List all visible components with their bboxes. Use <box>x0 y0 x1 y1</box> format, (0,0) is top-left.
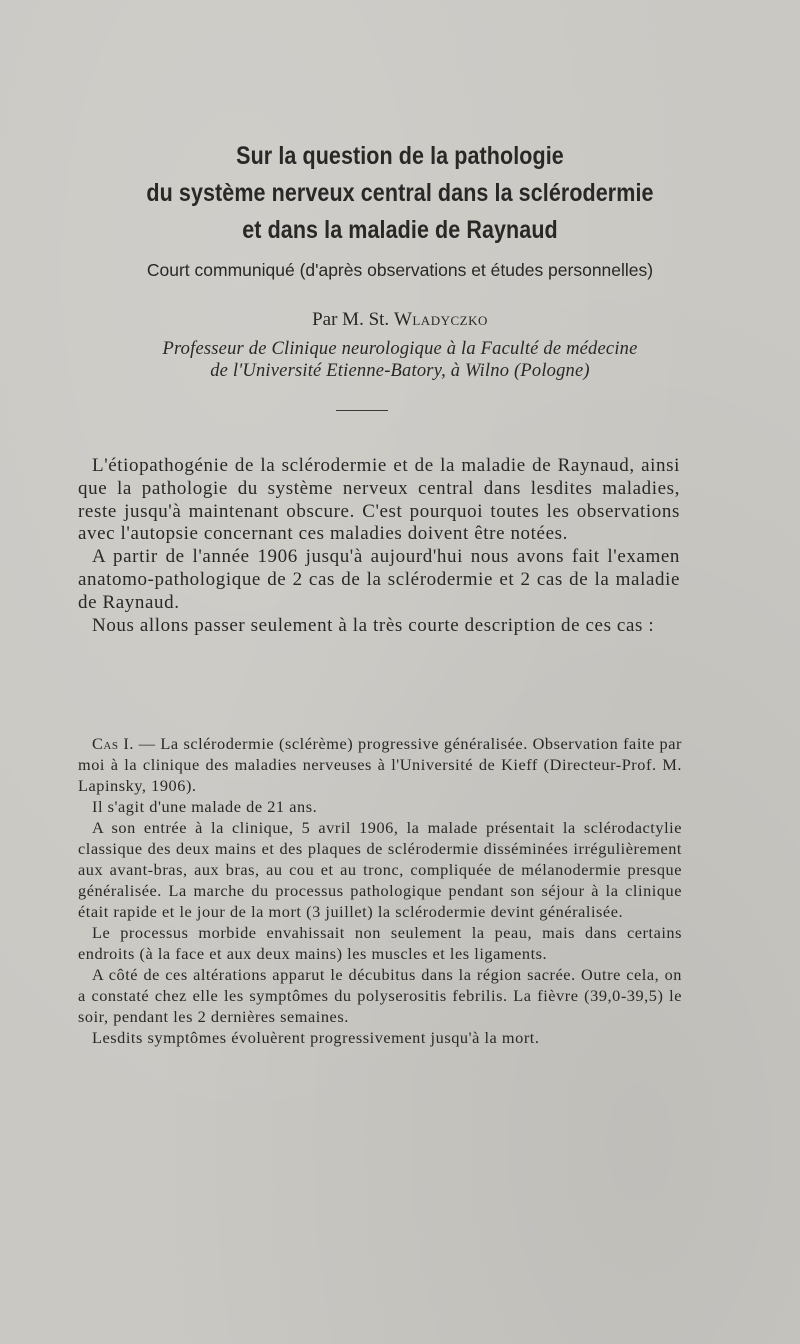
title-line-3: et dans la maladie de Raynaud <box>242 216 558 244</box>
case-description <box>78 733 682 1048</box>
case-intro-paragraph <box>78 733 682 796</box>
title-line-1: Sur la question de la pathologie <box>236 142 564 170</box>
author-name: Wladyczko <box>393 309 488 330</box>
affiliation-line-1: Professeur de Clinique neurologique à la Faculté de médecine <box>162 339 638 359</box>
author-line <box>0 307 800 333</box>
article-title <box>56 138 744 249</box>
author-affiliation <box>0 338 800 382</box>
intro-text <box>78 455 680 637</box>
intro-paragraph: Nous allons passer seulement à la très courte description de ces cas : <box>92 614 655 636</box>
case-paragraph: A côté de ces altérations apparut le décubitus dans la région sacrée. Outre cela, on a constaté chez elle les symptômes du polyserositis febrilis. La fièvre (39,0-39,5) le soir, pendant les 2 dernières semaines. <box>78 965 682 1026</box>
intro-paragraph: L'étiopathogénie de la sclérodermie et de la maladie de Raynaud, ainsi que la pathologie du système nerveux central dans lesdites maladies, reste jusqu'à maintenant obscure. C'est pourquoi toutes les observations avec l'autopsie concernant ces maladies doivent être notées. <box>78 455 680 545</box>
affiliation-line-2: de l'Université Etienne-Batory, à Wilno (Pologne) <box>210 361 590 381</box>
section-divider <box>336 410 388 411</box>
intro-paragraph: A partir de l'année 1906 jusqu'à aujourd'hui nous avons fait l'examen anatomo-pathologique de 2 cas de la sclérodermie et 2 cas de la maladie de Raynaud. <box>78 546 680 613</box>
case-paragraph: Lesdits symptômes évoluèrent progressivement jusqu'à la mort. <box>92 1028 540 1047</box>
case-paragraph: Le processus morbide envahissait non seulement la peau, mais dans certains endroits (à la face et aux deux mains) les muscles et les ligaments. <box>78 923 682 963</box>
case-label: Cas I. <box>92 734 134 753</box>
case-paragraph: Il s'agit d'une malade de 21 ans. <box>92 797 318 816</box>
title-line-2: du système nerveux central dans la sclérodermie <box>146 179 654 207</box>
author-prefix: Par M. St. <box>312 309 394 330</box>
article-subtitle: Court communiqué (d'après observations et études personnelles) <box>146 260 654 280</box>
case-intro-text: — La sclérodermie (sclérème) progressive généralisée. Observation faite par moi à la clinique des maladies nerveuses à l'Université de Kieff (Directeur-Prof. M. Lapinsky, 1906). <box>78 734 682 795</box>
case-paragraph: A son entrée à la clinique, 5 avril 1906, la malade présentait la sclérodactylie classique des deux mains et des plaques de sclérodermie disséminées irrégulièrement aux avant-bras, aux bras, au cou et au tronc, compliquée de mélanodermie presque généralisée. La marche du processus pathologique pendant son séjour à la clinique était rapide et le jour de la mort (3 juillet) la sclérodermie devint généralisée. <box>78 818 682 921</box>
